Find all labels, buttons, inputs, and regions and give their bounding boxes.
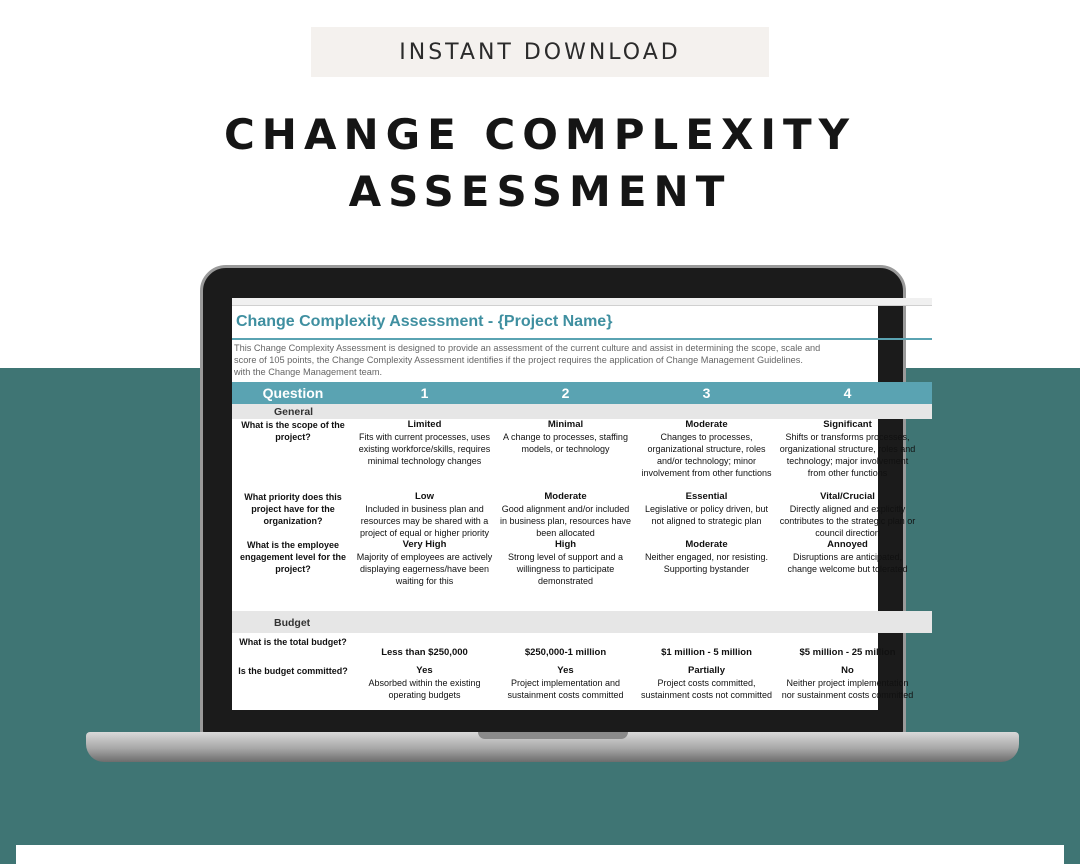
- level-description: Fits with current processes, uses existing workforce/skills, requires minimal technology changes: [358, 432, 491, 466]
- level-label: Low: [415, 491, 434, 502]
- level-label: Limited: [407, 419, 442, 430]
- level-label: Partially: [688, 665, 725, 676]
- section-header-general: General: [232, 404, 932, 419]
- header-score-1: 1: [420, 385, 429, 401]
- answer-cell: [636, 539, 777, 611]
- level-label: Moderate: [685, 539, 728, 550]
- answer-cell: [354, 491, 495, 539]
- answer-cell: [354, 636, 495, 663]
- level-label: Less than $250,000: [381, 647, 468, 658]
- level-label: Moderate: [544, 491, 587, 502]
- level-label: Annoyed: [827, 539, 868, 550]
- table-row: [232, 663, 932, 703]
- answer-cell: [495, 419, 636, 491]
- level-label: Moderate: [685, 419, 728, 430]
- intro-line: score of 105 points, the Change Complexity Assessment identifies if the project requires the application of Change Management Guidelines.: [234, 355, 803, 365]
- answer-cell: [495, 539, 636, 611]
- table-row: [232, 419, 932, 491]
- question-cell: Is the budget committed?: [238, 666, 348, 676]
- table-row: [232, 633, 932, 663]
- answer-cell: [495, 491, 636, 539]
- table-header-row: [232, 382, 932, 404]
- answer-cell: [495, 636, 636, 663]
- level-description: Changes to processes, organizational structure, roles and/or technology; minor involvement from other functions: [641, 432, 772, 478]
- table-row: [232, 491, 932, 539]
- answer-cell: [636, 419, 777, 491]
- level-label: Essential: [685, 491, 728, 502]
- answer-cell: [495, 665, 636, 703]
- header-score-4: 4: [843, 385, 852, 401]
- header-score-2: 2: [561, 385, 570, 401]
- answer-cell: [636, 665, 777, 703]
- sheet-intro: [232, 340, 932, 382]
- table-row: [232, 539, 932, 611]
- answer-cell: [354, 665, 495, 703]
- sheet-title: Change Complexity Assessment - {Project Name}: [232, 306, 932, 340]
- level-description: Good alignment and/or included in business plan, resources have been allocated: [499, 504, 632, 538]
- question-cell: What priority does this project have for the organization?: [244, 492, 342, 526]
- level-description: Majority of employees are actively displaying eagerness/have been waiting for this: [356, 552, 493, 586]
- laptop-hinge-notch: [478, 732, 628, 739]
- level-description: Project implementation and sustainment costs committed: [507, 678, 624, 700]
- laptop-screen: [232, 298, 916, 710]
- level-label: High: [554, 539, 577, 550]
- level-label: $250,000-1 million: [524, 647, 607, 658]
- level-label: Yes: [416, 665, 433, 676]
- intro-line: with the Change Management team.: [234, 367, 383, 377]
- level-label: Vital/Crucial: [820, 491, 875, 502]
- page-title-line-1: CHANGE COMPLEXITY: [223, 110, 857, 159]
- level-description: Neither project implementation nor sustainment costs committed: [781, 678, 914, 700]
- sheet-toolbar-strip: [232, 298, 932, 306]
- level-label: Very High: [402, 539, 447, 550]
- answer-cell: [777, 665, 918, 703]
- level-label: Yes: [557, 665, 574, 676]
- level-description: Shifts or transforms processes, organizational structure, roles and technology; major involvement from other functions: [779, 432, 916, 478]
- answer-cell: [777, 539, 918, 611]
- answer-cell: [354, 419, 495, 491]
- level-description: Included in business plan and resources may be shared with a project of equal or higher priority: [359, 504, 490, 538]
- question-cell: What is the employee engagement level for the project?: [239, 540, 347, 574]
- level-label: $5 million - 25 million: [799, 647, 896, 658]
- instant-download-badge: INSTANT DOWNLOAD: [311, 27, 769, 77]
- section-header-budget: Budget: [232, 611, 932, 633]
- bottom-white-card: [16, 845, 1064, 864]
- answer-cell: [777, 636, 918, 663]
- spreadsheet: [232, 298, 932, 710]
- answer-cell: [777, 419, 918, 491]
- level-description: A change to processes, staffing models, or technology: [503, 432, 628, 454]
- level-description: Neither engaged, nor resisting. Supporting bystander: [644, 552, 769, 574]
- level-description: Legislative or policy driven, but not aligned to strategic plan: [644, 504, 769, 526]
- question-cell: What is the scope of the project?: [241, 420, 345, 442]
- level-label: Significant: [823, 419, 872, 430]
- level-description: Disruptions are anticipated, change welcome but tolerated: [787, 552, 908, 574]
- level-description: Directly aligned and explicitly contributes to the strategic plan or council direction: [779, 504, 916, 538]
- answer-cell: [777, 491, 918, 539]
- level-description: Absorbed within the existing operating budgets: [368, 678, 481, 700]
- answer-cell: [354, 539, 495, 611]
- level-description: Strong level of support and a willingness to participate demonstrated: [507, 552, 624, 586]
- level-label: No: [841, 665, 854, 676]
- level-label: Minimal: [547, 419, 584, 430]
- level-label: $1 million - 5 million: [661, 647, 752, 658]
- question-cell: What is the total budget?: [239, 637, 347, 647]
- header-score-3: 3: [702, 385, 711, 401]
- header-question: Question: [262, 385, 324, 401]
- level-description: Project costs committed, sustainment costs not committed: [640, 678, 773, 700]
- intro-line: This Change Complexity Assessment is designed to provide an assessment of the current culture and assist in determining the scope, scale and: [234, 343, 821, 353]
- page-title-line-2: ASSESSMENT: [348, 167, 732, 216]
- answer-cell: [636, 636, 777, 663]
- answer-cell: [636, 491, 777, 539]
